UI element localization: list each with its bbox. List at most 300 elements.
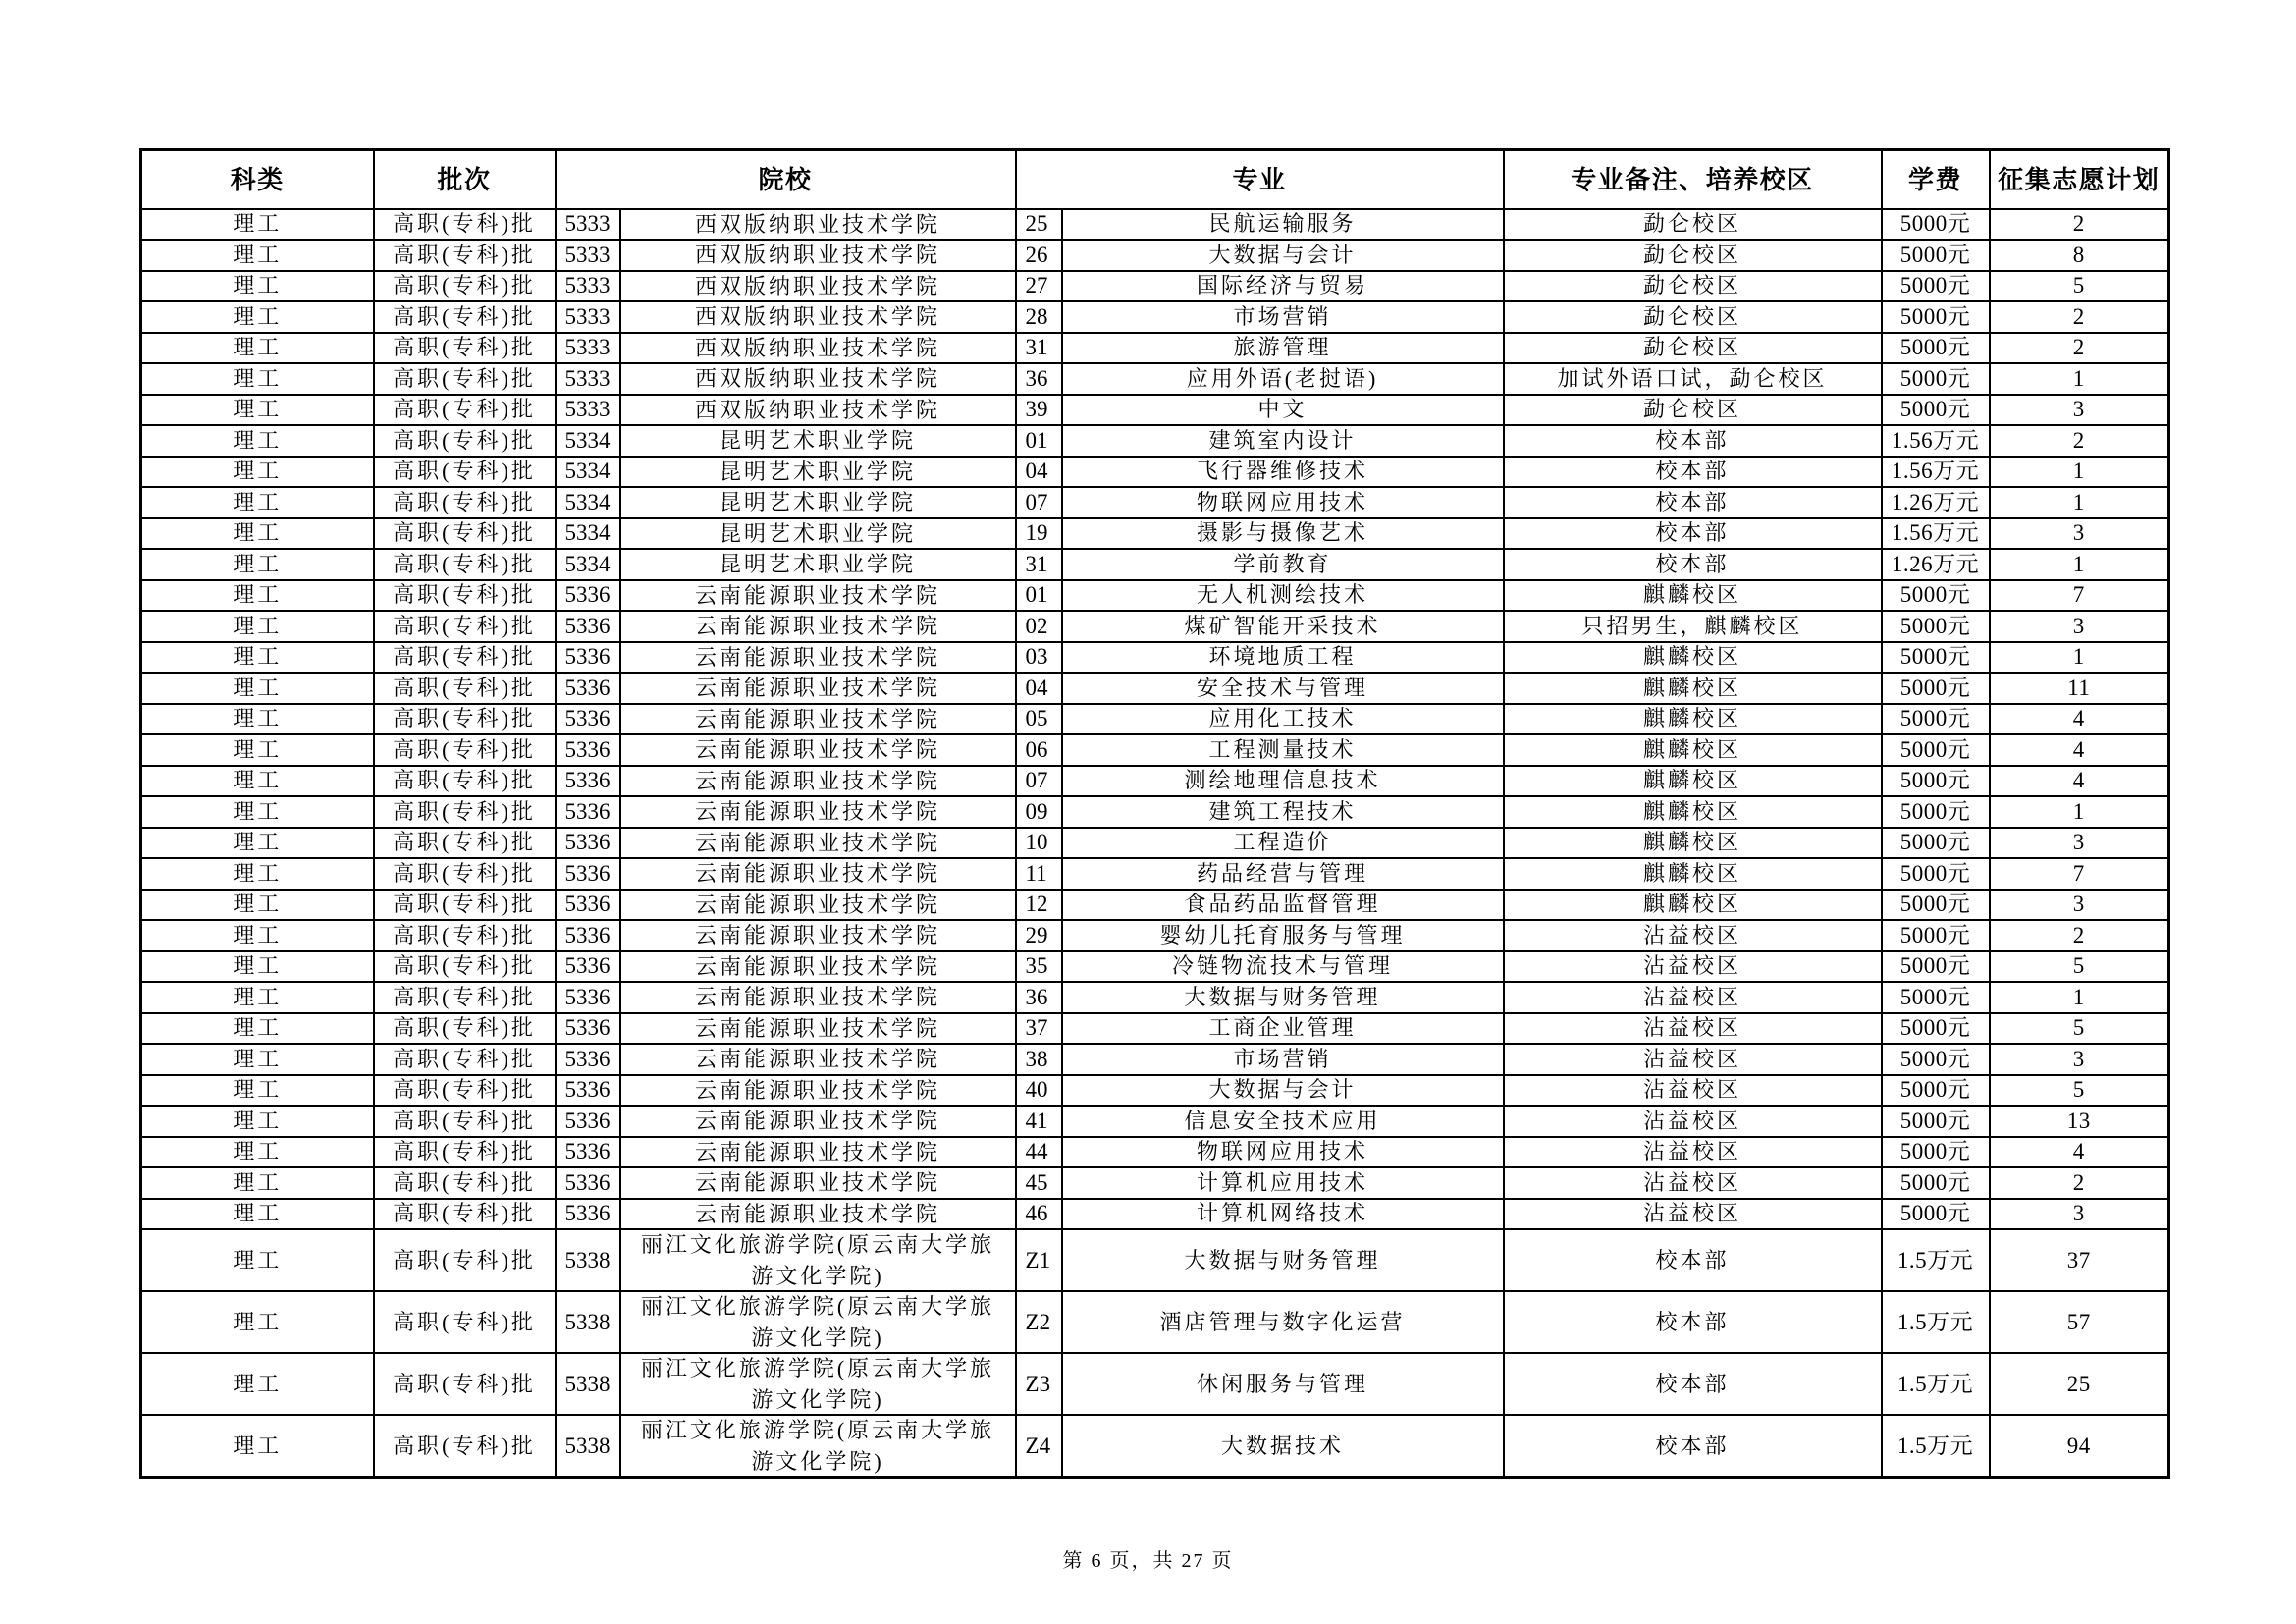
cell-major-name: 民航运输服务 — [1062, 209, 1504, 241]
header-major: 专业 — [1016, 150, 1504, 209]
cell-major-code: 04 — [1016, 457, 1062, 488]
cell-plan: 3 — [1990, 828, 2169, 859]
cell-category: 理工 — [141, 951, 374, 983]
school-name-text: 昆明艺术职业学院 — [720, 490, 917, 514]
cell-major-name: 大数据技术 — [1062, 1415, 1504, 1478]
cell-batch: 高职(专科)批 — [374, 549, 556, 580]
cell-school-code: 5334 — [556, 518, 620, 550]
cell-category: 理工 — [141, 1075, 374, 1107]
cell-remark: 沾益校区 — [1504, 1167, 1882, 1199]
cell-school-name — [620, 333, 1016, 364]
school-name-text: 云南能源职业技术学院 — [695, 644, 941, 670]
cell-school-code: 5336 — [556, 1106, 620, 1137]
table-row — [141, 209, 2169, 241]
cell-category: 理工 — [141, 1199, 374, 1230]
cell-fee: 1.5万元 — [1882, 1291, 1990, 1353]
cell-plan: 1 — [1990, 549, 2169, 580]
cell-fee: 5000元 — [1882, 1106, 1990, 1137]
cell-batch: 高职(专科)批 — [374, 580, 556, 612]
cell-major-name: 物联网应用技术 — [1062, 1137, 1504, 1168]
cell-school-name — [620, 1075, 1016, 1107]
cell-fee: 5000元 — [1882, 395, 1990, 426]
cell-school-code: 5338 — [556, 1229, 620, 1291]
table-row — [141, 734, 2169, 766]
cell-school-code: 5336 — [556, 642, 620, 674]
table-row — [141, 487, 2169, 518]
cell-major-code: 10 — [1016, 828, 1062, 859]
cell-fee: 1.5万元 — [1882, 1415, 1990, 1478]
cell-batch: 高职(专科)批 — [374, 1044, 556, 1075]
cell-remark: 沾益校区 — [1504, 1106, 1882, 1137]
header-remark: 专业备注、培养校区 — [1504, 150, 1882, 209]
cell-plan: 5 — [1990, 271, 2169, 302]
cell-plan: 11 — [1990, 673, 2169, 704]
cell-fee: 5000元 — [1882, 301, 1990, 333]
cell-batch: 高职(专科)批 — [374, 858, 556, 890]
cell-school-code: 5336 — [556, 920, 620, 951]
cell-plan: 1 — [1990, 642, 2169, 674]
cell-school-code: 5336 — [556, 1137, 620, 1168]
cell-remark: 麒麟校区 — [1504, 642, 1882, 674]
cell-major-code: 01 — [1016, 425, 1062, 457]
cell-major-code: 31 — [1016, 549, 1062, 580]
cell-plan: 25 — [1990, 1353, 2169, 1415]
table-row — [141, 1291, 2169, 1353]
cell-major-code: 37 — [1016, 1013, 1062, 1045]
cell-plan: 7 — [1990, 580, 2169, 612]
school-name-text: 云南能源职业技术学院 — [695, 1077, 941, 1103]
cell-school-name — [620, 1291, 1016, 1353]
cell-fee: 5000元 — [1882, 828, 1990, 859]
cell-school-code: 5338 — [556, 1415, 620, 1478]
cell-fee: 1.26万元 — [1882, 487, 1990, 518]
table-row — [141, 1415, 2169, 1478]
cell-fee: 5000元 — [1882, 858, 1990, 890]
cell-remark: 校本部 — [1504, 487, 1882, 518]
school-name-text: 丽江文化旅游学院(原云南大学旅游文化学院) — [640, 1232, 995, 1288]
cell-batch: 高职(专科)批 — [374, 395, 556, 426]
school-name-text: 云南能源职业技术学院 — [695, 892, 941, 917]
cell-school-code: 5336 — [556, 673, 620, 704]
cell-plan: 3 — [1990, 611, 2169, 642]
cell-plan: 2 — [1990, 1167, 2169, 1199]
school-name-text: 昆明艺术职业学院 — [720, 428, 917, 453]
table-row — [141, 1044, 2169, 1075]
cell-major-code: 38 — [1016, 1044, 1062, 1075]
cell-category: 理工 — [141, 271, 374, 302]
cell-remark: 校本部 — [1504, 1415, 1882, 1478]
cell-major-code: 46 — [1016, 1199, 1062, 1230]
cell-school-name — [620, 209, 1016, 241]
school-name-text: 西双版纳职业技术学院 — [695, 335, 941, 360]
cell-school-code: 5336 — [556, 704, 620, 735]
cell-fee: 5000元 — [1882, 920, 1990, 951]
school-name-text: 丽江文化旅游学院(原云南大学旅游文化学院) — [640, 1356, 995, 1412]
cell-batch: 高职(专科)批 — [374, 1106, 556, 1137]
cell-category: 理工 — [141, 734, 374, 766]
table-row — [141, 1013, 2169, 1045]
cell-plan: 4 — [1990, 1137, 2169, 1168]
cell-batch: 高职(专科)批 — [374, 642, 556, 674]
school-name-text: 云南能源职业技术学院 — [695, 1015, 941, 1041]
cell-remark: 勐仑校区 — [1504, 271, 1882, 302]
cell-plan: 3 — [1990, 1199, 2169, 1230]
school-name-text: 西双版纳职业技术学院 — [695, 366, 941, 391]
cell-school-code: 5338 — [556, 1353, 620, 1415]
cell-school-code: 5336 — [556, 796, 620, 828]
table-row — [141, 920, 2169, 951]
cell-category: 理工 — [141, 333, 374, 364]
cell-fee: 5000元 — [1882, 240, 1990, 271]
cell-major-name: 煤矿智能开采技术 — [1062, 611, 1504, 642]
cell-school-code: 5336 — [556, 611, 620, 642]
cell-plan: 1 — [1990, 363, 2169, 395]
cell-major-name: 中文 — [1062, 395, 1504, 426]
cell-major-code: 29 — [1016, 920, 1062, 951]
table-row — [141, 1167, 2169, 1199]
cell-major-name: 工程测量技术 — [1062, 734, 1504, 766]
school-name-text: 云南能源职业技术学院 — [695, 614, 941, 638]
cell-category: 理工 — [141, 920, 374, 951]
table-row — [141, 858, 2169, 890]
cell-school-name — [620, 425, 1016, 457]
cell-plan: 5 — [1990, 1013, 2169, 1045]
cell-fee: 5000元 — [1882, 796, 1990, 828]
cell-category: 理工 — [141, 1106, 374, 1137]
cell-major-name: 物联网应用技术 — [1062, 487, 1504, 518]
cell-category: 理工 — [141, 1229, 374, 1291]
cell-school-name — [620, 734, 1016, 766]
cell-batch: 高职(专科)批 — [374, 1013, 556, 1045]
cell-school-name — [620, 1199, 1016, 1230]
cell-plan: 4 — [1990, 704, 2169, 735]
cell-plan: 1 — [1990, 457, 2169, 488]
cell-major-code: 01 — [1016, 580, 1062, 612]
school-name-text: 云南能源职业技术学院 — [695, 923, 941, 947]
cell-school-name — [620, 301, 1016, 333]
cell-category: 理工 — [141, 457, 374, 488]
cell-remark: 校本部 — [1504, 549, 1882, 580]
table-row — [141, 828, 2169, 859]
cell-school-code: 5333 — [556, 333, 620, 364]
cell-school-name — [620, 828, 1016, 859]
header-school: 院校 — [556, 150, 1016, 209]
cell-major-name: 休闲服务与管理 — [1062, 1353, 1504, 1415]
cell-remark: 麒麟校区 — [1504, 734, 1882, 766]
cell-school-name — [620, 920, 1016, 951]
cell-fee: 5000元 — [1882, 1075, 1990, 1107]
table-row — [141, 766, 2169, 797]
cell-batch: 高职(专科)批 — [374, 301, 556, 333]
cell-school-name — [620, 1229, 1016, 1291]
cell-school-name — [620, 1137, 1016, 1168]
cell-school-name — [620, 1167, 1016, 1199]
cell-fee: 5000元 — [1882, 1044, 1990, 1075]
cell-fee: 1.56万元 — [1882, 425, 1990, 457]
school-name-text: 云南能源职业技术学院 — [695, 830, 941, 855]
cell-major-name: 飞行器维修技术 — [1062, 457, 1504, 488]
cell-school-name — [620, 890, 1016, 921]
cell-batch: 高职(专科)批 — [374, 951, 556, 983]
cell-major-code: 36 — [1016, 363, 1062, 395]
cell-major-code: 07 — [1016, 766, 1062, 797]
cell-fee: 5000元 — [1882, 1013, 1990, 1045]
cell-major-name: 工程造价 — [1062, 828, 1504, 859]
cell-school-name — [620, 1353, 1016, 1415]
table-row — [141, 1199, 2169, 1230]
cell-school-name — [620, 580, 1016, 612]
cell-major-name: 建筑工程技术 — [1062, 796, 1504, 828]
table-row — [141, 240, 2169, 271]
cell-category: 理工 — [141, 209, 374, 241]
cell-batch: 高职(专科)批 — [374, 1199, 556, 1230]
cell-major-name: 测绘地理信息技术 — [1062, 766, 1504, 797]
cell-batch: 高职(专科)批 — [374, 363, 556, 395]
cell-school-code: 5336 — [556, 1199, 620, 1230]
table-row — [141, 395, 2169, 426]
table-row — [141, 580, 2169, 612]
cell-major-code: 28 — [1016, 301, 1062, 333]
cell-major-name: 国际经济与贸易 — [1062, 271, 1504, 302]
school-name-text: 云南能源职业技术学院 — [695, 985, 941, 1009]
cell-remark: 勐仑校区 — [1504, 209, 1882, 241]
cell-major-code: 44 — [1016, 1137, 1062, 1168]
cell-school-code: 5336 — [556, 1044, 620, 1075]
cell-plan: 8 — [1990, 240, 2169, 271]
cell-school-name — [620, 858, 1016, 890]
school-name-text: 昆明艺术职业学院 — [720, 459, 917, 484]
cell-major-name: 信息安全技术应用 — [1062, 1106, 1504, 1137]
cell-school-code: 5334 — [556, 425, 620, 457]
cell-fee: 5000元 — [1882, 1167, 1990, 1199]
cell-major-code: Z1 — [1016, 1229, 1062, 1291]
cell-major-name: 食品药品监督管理 — [1062, 890, 1504, 921]
cell-plan: 1 — [1990, 796, 2169, 828]
cell-category: 理工 — [141, 518, 374, 550]
cell-plan: 2 — [1990, 920, 2169, 951]
cell-major-name: 计算机应用技术 — [1062, 1167, 1504, 1199]
cell-remark: 沾益校区 — [1504, 920, 1882, 951]
cell-category: 理工 — [141, 549, 374, 580]
cell-remark: 校本部 — [1504, 1291, 1882, 1353]
cell-fee: 1.5万元 — [1882, 1353, 1990, 1415]
cell-batch: 高职(专科)批 — [374, 1415, 556, 1478]
table-row — [141, 518, 2169, 550]
cell-school-name — [620, 487, 1016, 518]
school-name-text: 西双版纳职业技术学院 — [695, 273, 941, 298]
cell-category: 理工 — [141, 642, 374, 674]
cell-remark: 只招男生，麒麟校区 — [1504, 611, 1882, 642]
school-name-text: 云南能源职业技术学院 — [695, 706, 941, 731]
cell-remark: 沾益校区 — [1504, 1044, 1882, 1075]
cell-batch: 高职(专科)批 — [374, 796, 556, 828]
cell-fee: 5000元 — [1882, 642, 1990, 674]
cell-major-code: 11 — [1016, 858, 1062, 890]
cell-fee: 5000元 — [1882, 734, 1990, 766]
cell-remark: 沾益校区 — [1504, 1137, 1882, 1168]
table-row — [141, 1075, 2169, 1107]
cell-major-code: Z3 — [1016, 1353, 1062, 1415]
school-name-text: 西双版纳职业技术学院 — [695, 243, 941, 267]
cell-category: 理工 — [141, 1044, 374, 1075]
cell-remark: 麒麟校区 — [1504, 766, 1882, 797]
table-row — [141, 890, 2169, 921]
cell-plan: 7 — [1990, 858, 2169, 890]
cell-batch: 高职(专科)批 — [374, 240, 556, 271]
cell-remark: 校本部 — [1504, 1353, 1882, 1415]
cell-school-code: 5333 — [556, 240, 620, 271]
cell-category: 理工 — [141, 1137, 374, 1168]
table-row — [141, 673, 2169, 704]
cell-plan: 3 — [1990, 518, 2169, 550]
cell-major-name: 酒店管理与数字化运营 — [1062, 1291, 1504, 1353]
cell-fee: 5000元 — [1882, 982, 1990, 1013]
cell-school-code: 5336 — [556, 828, 620, 859]
cell-school-code: 5336 — [556, 1075, 620, 1107]
cell-fee: 5000元 — [1882, 704, 1990, 735]
table-row — [141, 642, 2169, 674]
cell-plan: 3 — [1990, 395, 2169, 426]
cell-batch: 高职(专科)批 — [374, 1291, 556, 1353]
cell-school-code: 5336 — [556, 766, 620, 797]
cell-category: 理工 — [141, 395, 374, 426]
cell-plan: 13 — [1990, 1106, 2169, 1137]
cell-remark: 麒麟校区 — [1504, 580, 1882, 612]
cell-school-name — [620, 796, 1016, 828]
cell-fee: 5000元 — [1882, 271, 1990, 302]
cell-category: 理工 — [141, 1415, 374, 1478]
cell-major-name: 无人机测绘技术 — [1062, 580, 1504, 612]
cell-remark: 麒麟校区 — [1504, 890, 1882, 921]
school-name-text: 云南能源职业技术学院 — [695, 768, 941, 793]
cell-category: 理工 — [141, 301, 374, 333]
cell-school-code: 5333 — [556, 363, 620, 395]
cell-fee: 1.56万元 — [1882, 457, 1990, 488]
admission-plan-table — [139, 148, 2170, 1479]
cell-remark: 校本部 — [1504, 518, 1882, 550]
table-row — [141, 271, 2169, 302]
cell-major-code: Z2 — [1016, 1291, 1062, 1353]
cell-fee: 1.26万元 — [1882, 549, 1990, 580]
cell-major-code: 03 — [1016, 642, 1062, 674]
cell-school-code: 5334 — [556, 457, 620, 488]
school-name-text: 西双版纳职业技术学院 — [695, 304, 941, 329]
cell-fee: 5000元 — [1882, 951, 1990, 983]
cell-category: 理工 — [141, 704, 374, 735]
cell-remark: 校本部 — [1504, 425, 1882, 457]
cell-school-code: 5336 — [556, 1167, 620, 1199]
header-category: 科类 — [141, 150, 374, 209]
cell-batch: 高职(专科)批 — [374, 333, 556, 364]
header-plan: 征集志愿计划 — [1990, 150, 2169, 209]
cell-school-name — [620, 611, 1016, 642]
cell-fee: 5000元 — [1882, 611, 1990, 642]
cell-batch: 高职(专科)批 — [374, 457, 556, 488]
cell-remark: 校本部 — [1504, 1229, 1882, 1291]
cell-school-code: 5338 — [556, 1291, 620, 1353]
table-row — [141, 1137, 2169, 1168]
cell-major-name: 摄影与摄像艺术 — [1062, 518, 1504, 550]
cell-school-code: 5336 — [556, 580, 620, 612]
table-row — [141, 796, 2169, 828]
cell-remark: 勐仑校区 — [1504, 301, 1882, 333]
school-name-text: 云南能源职业技术学院 — [695, 1047, 941, 1071]
cell-plan: 3 — [1990, 890, 2169, 921]
table-row — [141, 1106, 2169, 1137]
cell-major-code: 25 — [1016, 209, 1062, 241]
cell-fee: 5000元 — [1882, 1137, 1990, 1168]
cell-major-name: 旅游管理 — [1062, 333, 1504, 364]
cell-school-name — [620, 271, 1016, 302]
cell-category: 理工 — [141, 1291, 374, 1353]
page-number: 第 6 页，共 27 页 — [1062, 1550, 1234, 1572]
cell-category: 理工 — [141, 858, 374, 890]
cell-school-code: 5334 — [556, 487, 620, 518]
cell-major-name: 安全技术与管理 — [1062, 673, 1504, 704]
cell-school-name — [620, 766, 1016, 797]
cell-batch: 高职(专科)批 — [374, 920, 556, 951]
cell-school-name — [620, 549, 1016, 580]
cell-fee: 5000元 — [1882, 673, 1990, 704]
table-row — [141, 333, 2169, 364]
cell-school-code: 5336 — [556, 858, 620, 890]
school-name-text: 云南能源职业技术学院 — [695, 1201, 941, 1226]
cell-plan: 94 — [1990, 1415, 2169, 1478]
cell-school-code: 5333 — [556, 301, 620, 333]
cell-category: 理工 — [141, 673, 374, 704]
table-row — [141, 704, 2169, 735]
table-row — [141, 951, 2169, 983]
cell-major-name: 大数据与财务管理 — [1062, 982, 1504, 1013]
cell-category: 理工 — [141, 982, 374, 1013]
cell-batch: 高职(专科)批 — [374, 982, 556, 1013]
cell-batch: 高职(专科)批 — [374, 518, 556, 550]
cell-school-name — [620, 1415, 1016, 1478]
cell-school-code: 5333 — [556, 209, 620, 241]
school-name-text: 云南能源职业技术学院 — [695, 953, 941, 979]
cell-major-name: 应用化工技术 — [1062, 704, 1504, 735]
cell-batch: 高职(专科)批 — [374, 271, 556, 302]
cell-school-code: 5336 — [556, 982, 620, 1013]
cell-plan: 4 — [1990, 734, 2169, 766]
cell-remark: 勐仑校区 — [1504, 240, 1882, 271]
cell-category: 理工 — [141, 1167, 374, 1199]
cell-remark: 麒麟校区 — [1504, 673, 1882, 704]
cell-major-code: 12 — [1016, 890, 1062, 921]
cell-major-name: 计算机网络技术 — [1062, 1199, 1504, 1230]
cell-plan: 1 — [1990, 982, 2169, 1013]
cell-batch: 高职(专科)批 — [374, 611, 556, 642]
cell-fee: 5000元 — [1882, 363, 1990, 395]
cell-major-code: 40 — [1016, 1075, 1062, 1107]
cell-major-code: 45 — [1016, 1167, 1062, 1199]
cell-category: 理工 — [141, 766, 374, 797]
cell-batch: 高职(专科)批 — [374, 828, 556, 859]
table-row — [141, 301, 2169, 333]
cell-remark: 麒麟校区 — [1504, 796, 1882, 828]
table-row — [141, 1353, 2169, 1415]
school-name-text: 昆明艺术职业学院 — [720, 552, 917, 576]
cell-batch: 高职(专科)批 — [374, 487, 556, 518]
cell-major-name: 应用外语(老挝语) — [1062, 363, 1504, 395]
cell-major-name: 环境地质工程 — [1062, 642, 1504, 674]
cell-category: 理工 — [141, 1353, 374, 1415]
school-name-text: 丽江文化旅游学院(原云南大学旅游文化学院) — [640, 1418, 995, 1474]
cell-major-code: Z4 — [1016, 1415, 1062, 1478]
cell-major-code: 41 — [1016, 1106, 1062, 1137]
cell-school-code: 5336 — [556, 890, 620, 921]
cell-major-code: 05 — [1016, 704, 1062, 735]
